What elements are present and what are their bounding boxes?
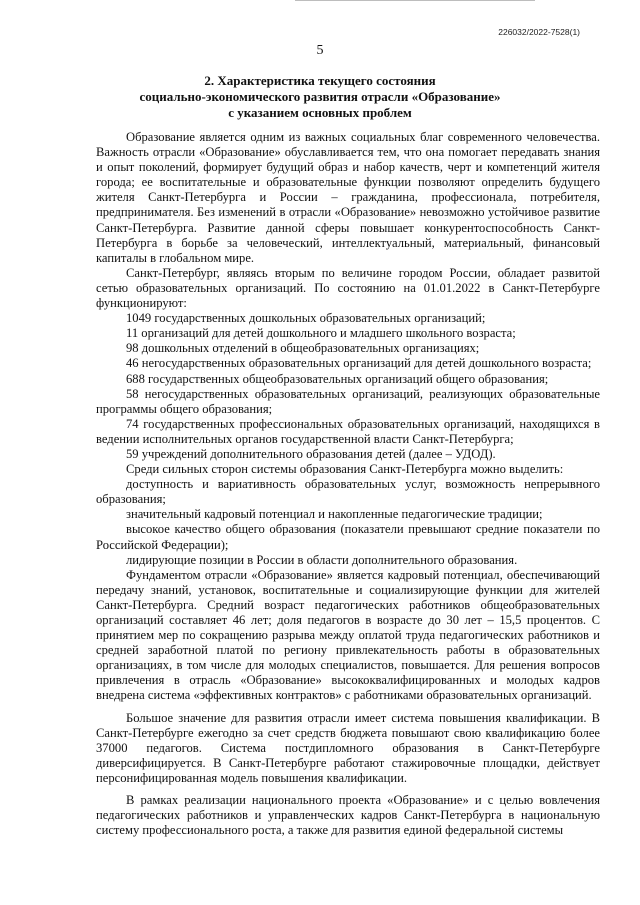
list-item: 11 организаций для детей дошкольного и младшего школьного возраста; (126, 326, 516, 341)
list-item: 74 государственных профессиональных образовательных организаций, находящихся в ведении исполнительных органов государственной власти Санкт-Петербурга; (96, 416, 600, 446)
heading-line: 2. Характеристика текущего состояния (204, 73, 436, 88)
list-item: 98 дошкольных отделений в общеобразовательных организациях; (126, 341, 480, 356)
paragraph-national-project: В рамках реализации национального проекта «Образование» и с целью вовлечения педагогических работников и управленческих кадров Санкт-Петербурга в национальную систему профессионального роста, а также для развития единой федеральной системы (96, 793, 600, 838)
heading-line: социально-экономического развития отрасли «Образование» (139, 89, 501, 104)
paragraph-qualification: Большое значение для развития отрасли имеет система повышения квалификации. В Санкт-Петербурге ежегодно за счет средств бюджета повышают свою квалификацию более 37000 педагогов. Система постдипломного образования в Санкт-Петербурге диверсифицируется. В Санкт-Петербурге работают стажировочные площадки, действует персонифицированная модель повышения квалификации. (96, 710, 600, 785)
list-item: доступность и вариативность образовательных услуг, возможность непрерывного образования; (96, 477, 600, 507)
list-item: лидирующие позиции в России в области дополнительного образования. (126, 552, 518, 567)
list-item: 688 государственных общеобразовательных организаций общего образования; (126, 371, 549, 386)
paragraph-intro: Образование является одним из важных социальных благ современного человечества. Важность отрасли «Образование» обуславливается тем, что она помогает передавать знания и опыт поколений, формирует будущий образ и набор качеств, черт и компетенций жителя города; ее воспитательные и образовательные функции позволяют определить будущего жителя Санкт-Петербурга и России – гражданина, профессионала, потребителя, предпринимателя. Без изменений в отрасли «Образование» невозможно устойчивое развитие Санкт-Петербурга. Развитие данной сферы повышает конкурентоспособность Санкт-Петербурга в борьбе за человеческий, интеллектуальный, материальный, финансовый капиталы в глобальном мире. (96, 130, 600, 265)
document-number: 226032/2022-7528(1) (498, 27, 580, 37)
section-heading (110, 73, 530, 121)
list-item: высокое качество общего образования (показатели превышают средние показатели по Российской Федерации); (96, 522, 600, 552)
heading-line: с указанием основных проблем (228, 105, 412, 120)
list-item: 59 учреждений дополнительного образования детей (далее – УДОД). (126, 446, 496, 461)
top-scan-mark (295, 0, 535, 7)
list-item: 46 негосударственных образовательных организаций для детей дошкольного возраста; (126, 356, 592, 371)
paragraph-strengths: Среди сильных сторон системы образования Санкт-Петербурга можно выделить: (126, 462, 564, 477)
document-body (96, 130, 600, 838)
list-item: 58 негосударственных образовательных организаций, реализующих образовательные программы общего образования; (96, 386, 600, 416)
list-item: 1049 государственных дошкольных образовательных организаций; (126, 311, 486, 326)
paragraph-network: Санкт-Петербург, являясь вторым по величине городом России, обладает развитой сетью образовательных организаций. По состоянию на 01.01.2022 в Санкт-Петербурге функционируют: (96, 265, 600, 311)
page-number: 5 (316, 43, 324, 58)
paragraph-staff: Фундаментом отрасли «Образование» является кадровый потенциал, обеспечивающий передачу знаний, установок, воспитательные и социализирующие функции для жителей Санкт-Петербурга. Средний возраст педагогических работников общеобразовательных организаций составляет 46 лет; доля педагогов в возрасте до 30 лет – 15,5 процентов. С принятием мер по сокращению разрыва между оплатой труда педагогических работников и средней заработной платой по региону привлекательность работы в образовательных организациях, в том числе для молодых специалистов, повышается. Для решения вопросов привлечения в отрасль «Образование» высококвалифицированных и молодых кадров внедрена система «эффективных контрактов» с работниками образовательных организаций. (96, 567, 600, 703)
list-item: значительный кадровый потенциал и накопленные педагогические традиции; (126, 507, 543, 522)
